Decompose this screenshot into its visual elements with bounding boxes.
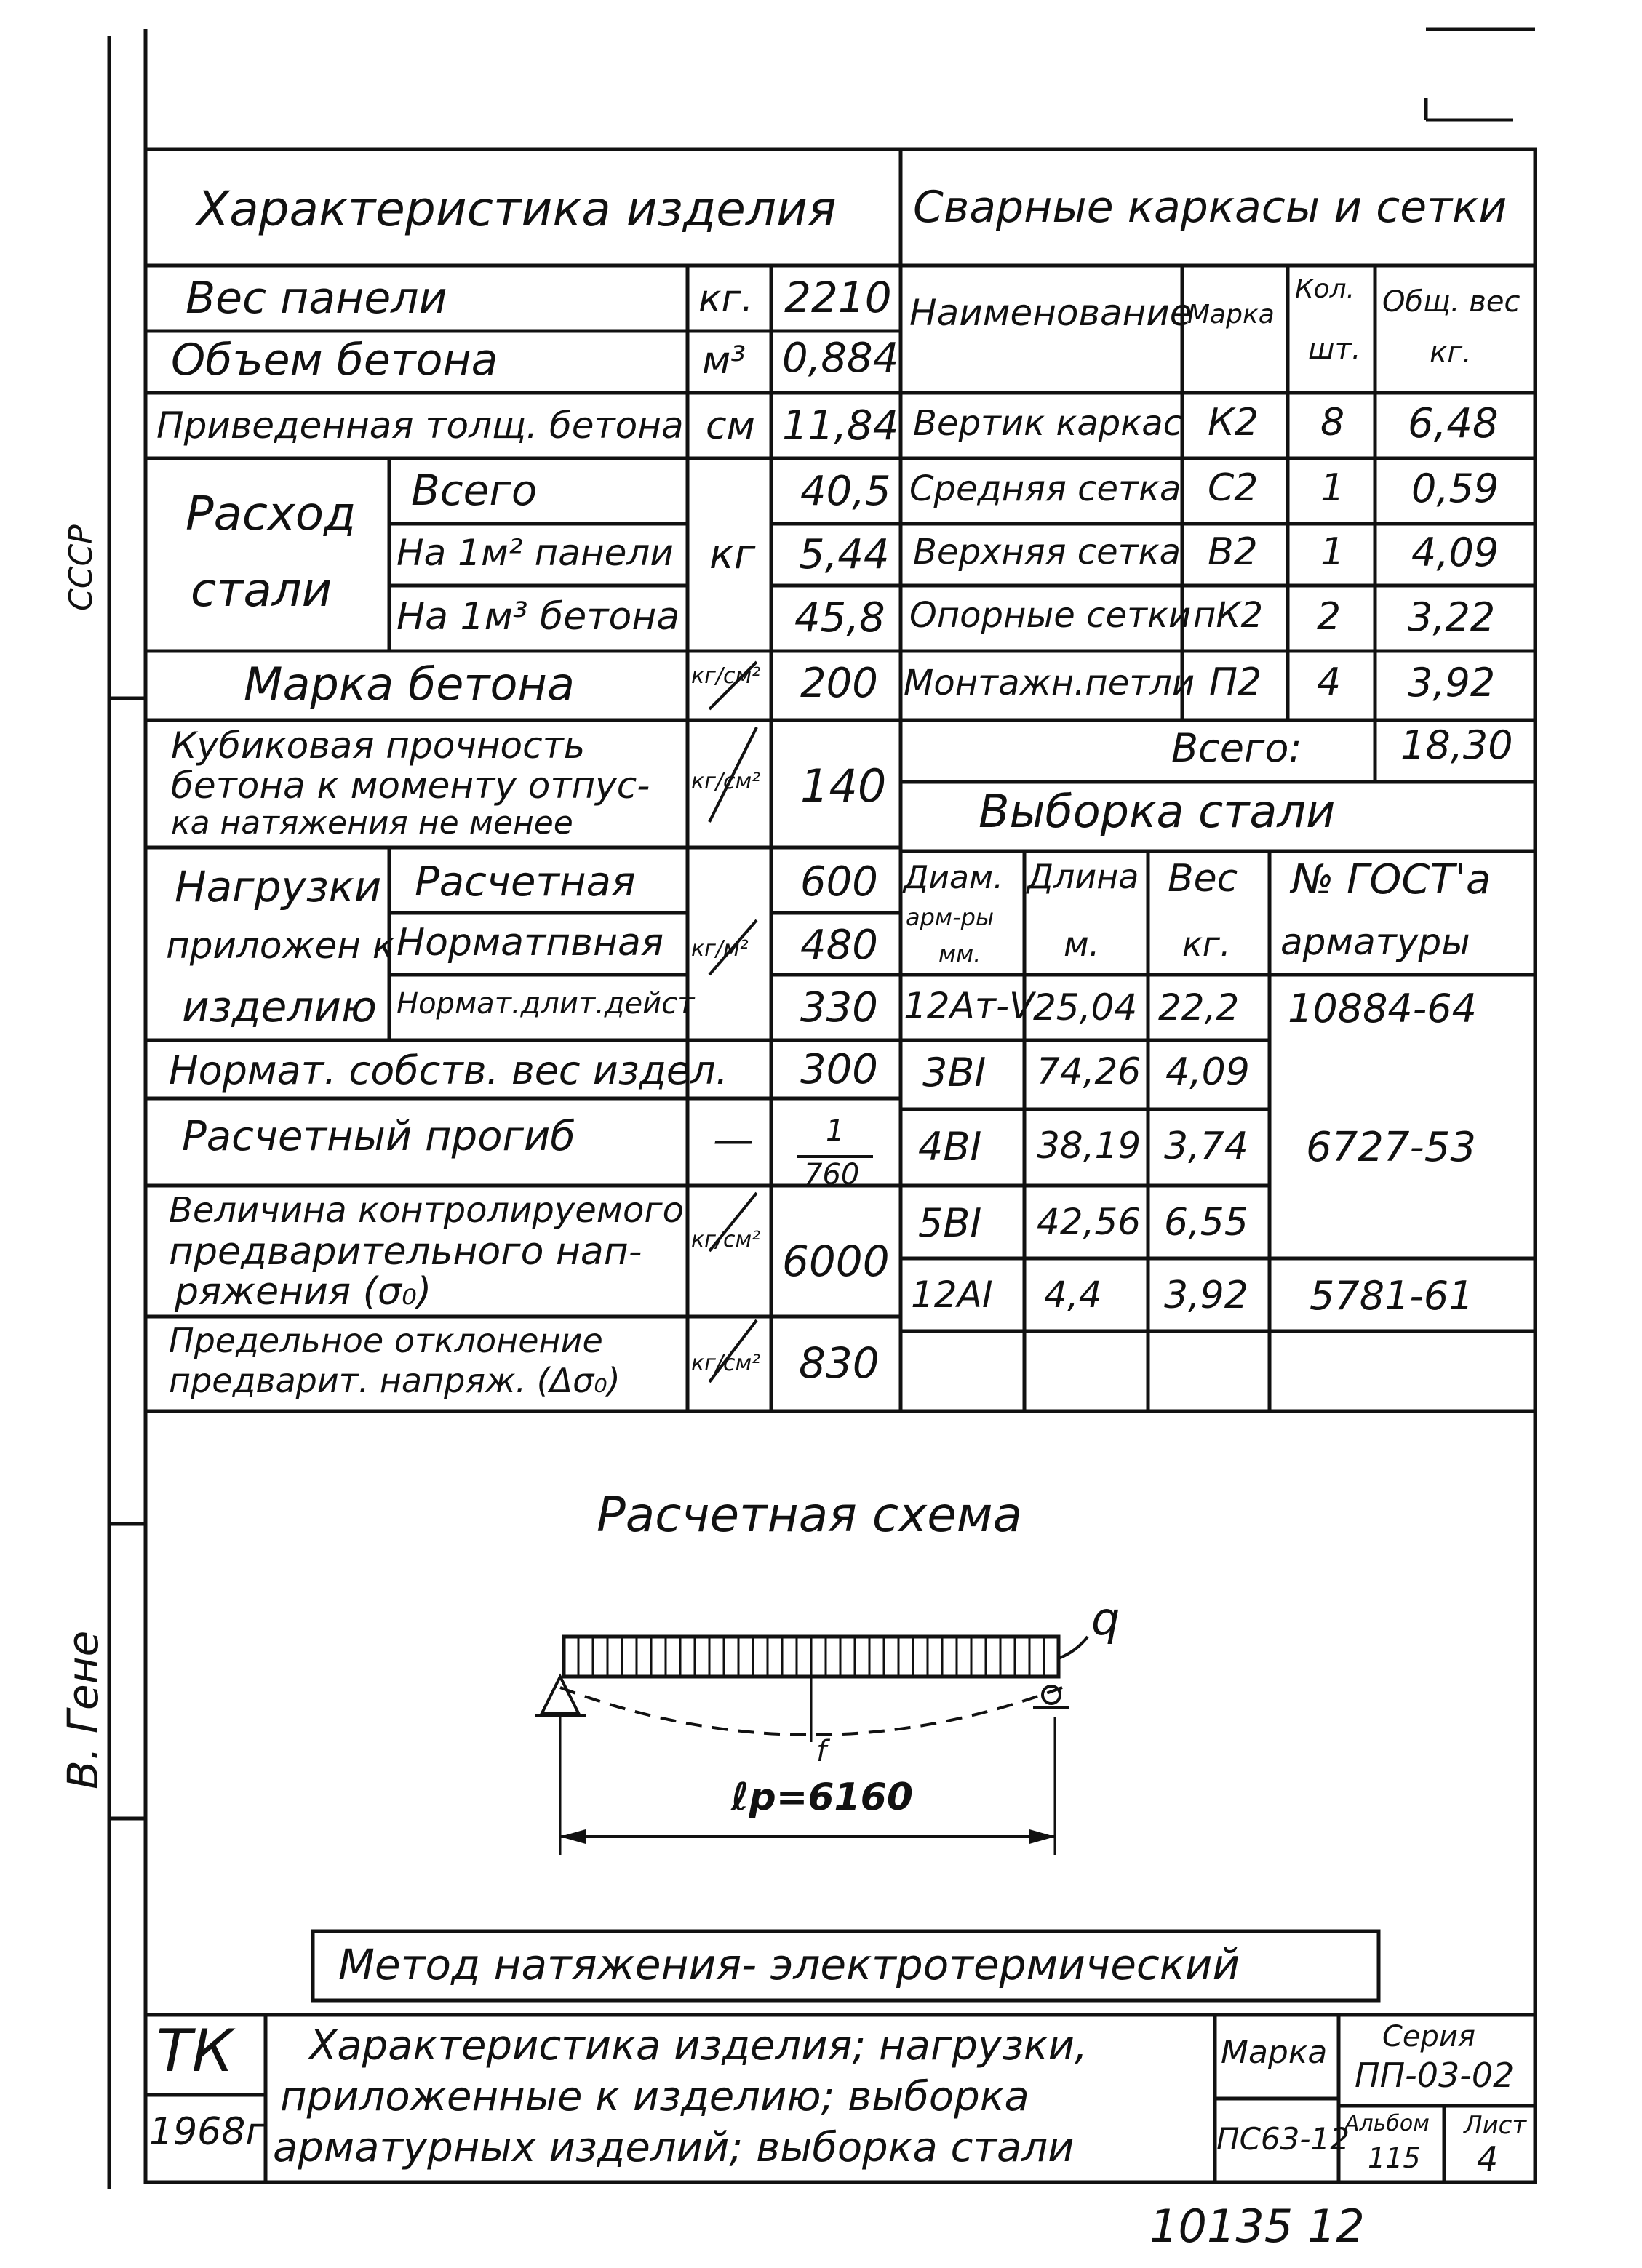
prestress-unit: кг/см² xyxy=(691,1227,761,1253)
frame-row-name: Верхняя сетка xyxy=(913,532,1181,572)
concrete-volume-unit: м³ xyxy=(702,339,746,383)
frame-row-qty: 4 xyxy=(1317,660,1342,704)
mark-value: ПС63-12 xyxy=(1216,2121,1350,2157)
steel-header-diam-1: Диам. xyxy=(904,859,1004,896)
frames-header-name: Наименование xyxy=(909,292,1192,334)
album-value: 115 xyxy=(1368,2142,1421,2174)
margin-signature: В. Гене xyxy=(58,1630,108,1789)
frame-row-qty: 8 xyxy=(1320,401,1345,444)
frame-row-mark: К2 xyxy=(1208,401,1259,444)
loads-unit: кг/м² xyxy=(691,936,749,962)
deflection-unit: — xyxy=(713,1117,754,1164)
frames-header-weight-2: кг. xyxy=(1430,336,1472,370)
panel-weight-unit: кг. xyxy=(698,277,754,321)
frame-row-weight: 3,22 xyxy=(1408,594,1496,640)
frame-row-weight: 4,09 xyxy=(1411,530,1499,575)
steel-total-value: 40,5 xyxy=(800,468,891,515)
prestress-label-3: ряжения (σ₀) xyxy=(175,1270,432,1314)
frame-row-name: Вертик каркас xyxy=(913,403,1183,444)
steel-row-weight: 4,09 xyxy=(1165,1050,1250,1094)
loads-label-3: изделию xyxy=(182,982,377,1031)
scheme-load-label: q xyxy=(1091,1592,1120,1645)
steel-header-gost-2: арматуры xyxy=(1280,921,1470,963)
steel-row-weight: 3,74 xyxy=(1164,1125,1248,1168)
steel-total-label: Всего xyxy=(411,466,538,515)
org-label: ТК xyxy=(156,2017,234,2085)
frame-row-name: Средняя сетка xyxy=(909,468,1181,509)
steel-row-diam: 3ВI xyxy=(922,1050,987,1095)
load-design-label: Расчетная xyxy=(415,858,636,906)
deflection-label: Расчетный прогиб xyxy=(182,1113,575,1160)
steel-gost: 5781-61 xyxy=(1310,1273,1474,1319)
beam-scheme xyxy=(535,1637,1088,1855)
concrete-volume-label: Объем бетона xyxy=(171,335,498,386)
steel-header-length-1: Длина xyxy=(1027,857,1139,896)
mark-label: Марка xyxy=(1221,2034,1328,2071)
frame-row-mark: П2 xyxy=(1209,660,1262,704)
concrete-grade-unit: кг/см² xyxy=(691,663,761,689)
deviation-unit: кг/см² xyxy=(691,1351,761,1376)
steel-row-length: 25,04 xyxy=(1033,986,1138,1029)
frame-row-mark: В2 xyxy=(1208,530,1258,574)
reduced-thickness-label: Приведенная толщ. бетона xyxy=(156,404,684,447)
steel-row-weight: 22,2 xyxy=(1158,986,1240,1029)
cube-strength-value: 140 xyxy=(800,759,887,812)
sheet-value: 4 xyxy=(1477,2139,1499,2179)
steel-row-diam: 12Ат-V xyxy=(904,985,1035,1027)
steel-header-gost-1: № ГОСТ'а xyxy=(1291,856,1491,903)
concrete-volume-value: 0,884 xyxy=(782,335,899,382)
frames-title: Сварные каркасы и сетки xyxy=(913,182,1507,233)
year-label: 1968г xyxy=(149,2110,266,2154)
frames-header-mark: Марка xyxy=(1187,300,1275,330)
frame-row-weight: 0,59 xyxy=(1411,466,1499,511)
frames-header-weight-1: Общ. вес xyxy=(1382,285,1521,319)
steel-row-length: 42,56 xyxy=(1037,1201,1141,1243)
steel-row-diam: 4ВI xyxy=(918,1124,982,1170)
album-label: Альбом xyxy=(1344,2111,1430,2136)
steel-per-m3-label: На 1м³ бетона xyxy=(396,595,680,639)
prestress-label-1: Величина контролируемого xyxy=(169,1190,684,1231)
concrete-grade-value: 200 xyxy=(800,660,878,707)
description-line-2: приложенные к изделию; выборка xyxy=(280,2073,1029,2120)
frames-total-value: 18,30 xyxy=(1400,722,1513,768)
frame-row-qty: 2 xyxy=(1317,595,1342,639)
frames-total-label: Всего: xyxy=(1171,725,1302,771)
deviation-label-2: предварит. напряж. (Δσ₀) xyxy=(169,1361,621,1400)
steel-gost: 10884-64 xyxy=(1288,986,1477,1031)
panel-weight-value: 2210 xyxy=(784,273,892,322)
frames-header-qty-2: шт. xyxy=(1308,332,1361,366)
steel-row-diam: 12АI xyxy=(911,1274,993,1316)
frames-header-qty-1: Кол. xyxy=(1295,274,1355,304)
frame-row-mark: пК2 xyxy=(1193,595,1263,636)
scheme-title: Расчетная схема xyxy=(597,1487,1023,1543)
reduced-thickness-value: 11,84 xyxy=(782,402,899,450)
load-normative-label: Норматпвная xyxy=(396,921,664,965)
method-text: Метод натяжения- электротермический xyxy=(338,1940,1240,1989)
loads-label-2: приложен к xyxy=(166,925,395,967)
reduced-thickness-unit: см xyxy=(706,404,755,448)
self-weight-label: Нормат. собств. вес издел. xyxy=(169,1047,728,1093)
frame-row-name: Опорные сетки xyxy=(909,595,1192,636)
series-value: ПП-03-02 xyxy=(1355,2056,1515,2095)
steel-row-length: 4,4 xyxy=(1044,1274,1102,1316)
deviation-value: 830 xyxy=(799,1338,880,1388)
deflection-numerator: 1 xyxy=(826,1114,845,1148)
frame-row-qty: 1 xyxy=(1320,466,1345,510)
self-weight-value: 300 xyxy=(800,1046,878,1093)
margin-country: СССР xyxy=(63,524,100,611)
steel-use-label-2: стали xyxy=(191,564,332,618)
panel-weight-label: Вес панели xyxy=(186,273,447,324)
steel-header-diam-3: мм. xyxy=(938,940,981,967)
steel-row-length: 74,26 xyxy=(1037,1050,1141,1093)
load-design-value: 600 xyxy=(800,858,878,906)
prestress-label-2: предварительного нап- xyxy=(169,1230,642,1274)
cube-strength-label-1: Кубиковая прочность xyxy=(171,724,586,767)
load-normative-value: 480 xyxy=(800,922,878,969)
steel-row-weight: 3,92 xyxy=(1164,1274,1248,1317)
steel-per-m2-value: 5,44 xyxy=(799,531,890,578)
steel-header-weight-1: Вес xyxy=(1168,857,1238,901)
frame-row-mark: С2 xyxy=(1208,466,1259,510)
steel-header-weight-2: кг. xyxy=(1182,925,1231,964)
frame-row-weight: 6,48 xyxy=(1408,400,1499,447)
steel-use-label: Расход xyxy=(186,487,356,541)
scheme-span-label: ℓр=6160 xyxy=(731,1776,914,1819)
steel-row-weight: 6,55 xyxy=(1164,1201,1248,1245)
cube-strength-label-2: бетона к моменту отпус- xyxy=(171,764,650,807)
series-label: Серия xyxy=(1382,2020,1475,2053)
load-longterm-label: Нормат.длит.дейст xyxy=(396,987,695,1021)
cube-strength-label-3: ка натяжения не менее xyxy=(171,804,573,842)
loads-label-1: Нагрузки xyxy=(175,862,382,911)
frame-row-name: Монтажн.петли xyxy=(904,663,1195,703)
deflection-denominator: 760 xyxy=(804,1158,860,1191)
steel-header-length-2: м. xyxy=(1064,925,1100,964)
steel-row-length: 38,19 xyxy=(1037,1125,1141,1167)
concrete-grade-label: Марка бетона xyxy=(244,658,575,711)
steel-gost: 6727-53 xyxy=(1306,1124,1476,1171)
prestress-value: 6000 xyxy=(782,1237,890,1286)
scheme-deflection-label: f xyxy=(816,1735,827,1768)
load-longterm-value: 330 xyxy=(800,984,878,1031)
steel-header-diam-2: арм-ры xyxy=(906,903,995,931)
description-line-1: Характеристика изделия; нагрузки, xyxy=(309,2022,1088,2069)
steel-title: Выборка стали xyxy=(979,785,1336,838)
cube-strength-unit: кг/см² xyxy=(691,769,761,794)
sheet-label: Лист xyxy=(1464,2111,1527,2140)
characteristics-title: Характеристика изделия xyxy=(196,181,837,237)
frame-row-qty: 1 xyxy=(1320,530,1345,574)
steel-per-m3-value: 45,8 xyxy=(794,594,885,642)
description-line-3: арматурных изделий; выборка стали xyxy=(273,2124,1075,2171)
frame-row-weight: 3,92 xyxy=(1408,660,1496,706)
deviation-label-1: Предельное отклонение xyxy=(169,1321,603,1360)
footer-number: 10135 12 xyxy=(1149,2200,1365,2253)
steel-use-unit: кг xyxy=(709,531,756,578)
steel-row-diam: 5ВI xyxy=(918,1200,982,1246)
steel-per-m2-label: На 1м² панели xyxy=(396,532,674,574)
